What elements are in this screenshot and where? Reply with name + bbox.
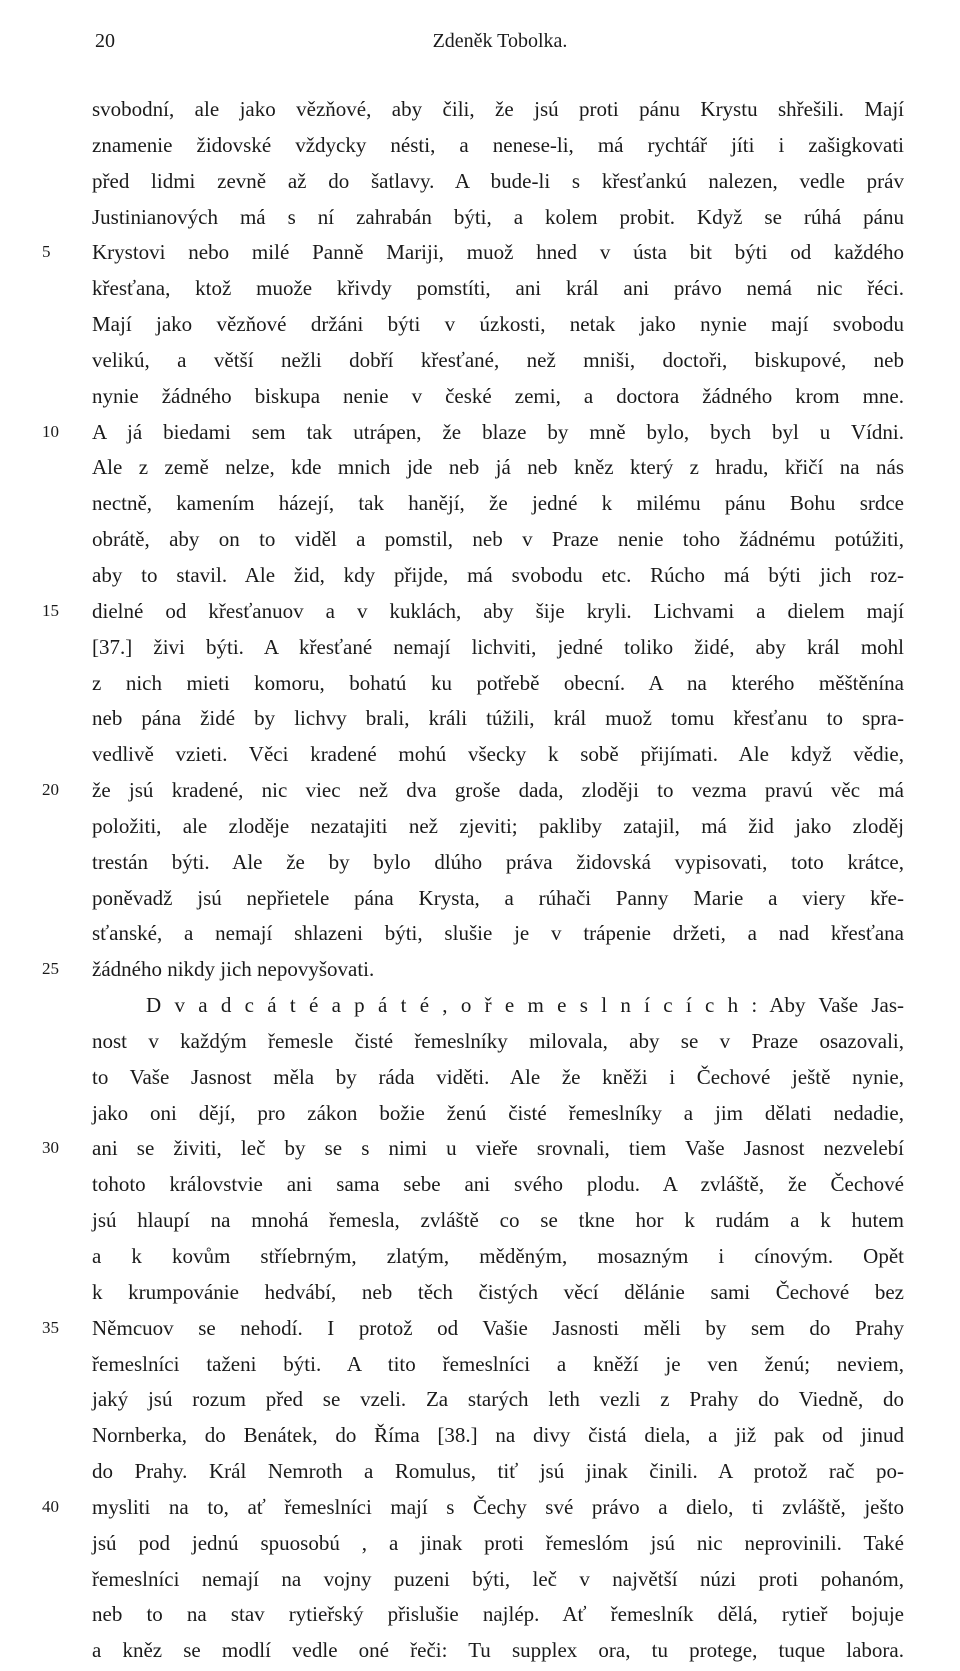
text-line (0, 1026, 960, 1062)
line-number: 10 (42, 421, 59, 441)
line-text: poněvadž jsú nepřietele pána Krysta, a rúhači Panny Marie a viery kře- (92, 885, 904, 910)
text-line (0, 668, 960, 704)
text-line (0, 883, 960, 919)
line-text: a kněz se modlí vedle oné řeči: Tu supplex ora, tu protege, tuque labora. (92, 1638, 904, 1663)
line-text: a k kovům stříebrným, zlatým, měděným, mosazným i cínovým. Opět (92, 1244, 904, 1268)
line-text: vedlivě vzieti. Věci kradené mohú všecky k sobě přijímati. Ale když vědie, (92, 742, 904, 767)
line-text: to Vaše Jasnost měla by ráda viděti. Ale že kněži i Čechové ještě nynie, (92, 1064, 904, 1089)
line-number: 5 (42, 242, 51, 262)
line-text: obrátě, aby on to viděl a pomstil, neb v Praze nenie toho žádnému potúžiti, (92, 527, 904, 552)
line-text: Mají jako vězňové držáni býti v úzkosti, netak jako nynie mají svobodu (92, 312, 904, 337)
line-text: k krumpovánie hedvábí, neb těch čistých věcí dělánie sami Čechové bez (92, 1279, 904, 1304)
text-line (0, 1062, 960, 1098)
line-text: Krystovi nebo milé Panně Mariji, muož hned v ústa bit býti od každého (92, 240, 904, 265)
line-text: Ale z země nelze, kde mnich jde neb já neb kněz který z hradu, křičí na nás (92, 455, 904, 480)
line-text: z nich mieti komoru, bohatú ku potřebě obecní. A na kterého měštěnína (92, 670, 904, 695)
text-line (0, 954, 960, 990)
text-line (0, 309, 960, 345)
text-line (0, 775, 960, 811)
text-line (0, 1277, 960, 1313)
text-line (0, 1420, 960, 1456)
line-text: velikú, a větší nežli dobří křesťané, než mniši, doctoři, biskupové, neb (92, 347, 904, 372)
text-line (0, 237, 960, 273)
line-number: 35 (42, 1317, 59, 1337)
text-line (0, 166, 960, 202)
line-text: nynie žádného biskupa nenie v české zemi, a doctora žádného krom mne. (92, 383, 904, 408)
line-text: mysliti na to, ať řemeslníci mají s Čechy své právo a dielo, ti zvláště, ješto (92, 1494, 904, 1519)
text-line (0, 596, 960, 632)
text-line (0, 273, 960, 309)
line-text: jaký jsú rozum před se vzeli. Za starých leth vezli z Prahy do Viedně, do (92, 1387, 904, 1412)
line-text: tohoto královstvie ani sama sebe ani svého plodu. A zvláště, že Čechové (92, 1172, 904, 1197)
line-text: před lidmi zevně až do šatlavy. A bude-li s křesťankú nalezen, vedle práv (92, 168, 904, 193)
text-line (0, 1384, 960, 1420)
text-line (0, 452, 960, 488)
text-line (0, 524, 960, 560)
text-line (0, 632, 960, 668)
text-line (0, 918, 960, 954)
line-text: D v a d c á t é a p á t é , o ř e m e s l n í c í c h : Aby Vaše Jas- (146, 993, 904, 1018)
text-line (0, 1528, 960, 1564)
line-number: 20 (42, 780, 59, 800)
line-text: aby to stavil. Ale žid, kdy přijde, má svobodu etc. Rúcho má býti jich roz- (92, 562, 904, 587)
text-line (0, 130, 960, 166)
text-line (0, 1205, 960, 1241)
line-text: Němcuov se nehodí. I protož od Vašie Jasnosti měli by sem do Prahy (92, 1315, 904, 1340)
line-text: žádného nikdy jich nepovyšovati. (92, 957, 375, 982)
line-text: do Prahy. Král Nemroth a Romulus, tiť jsú jinak činili. A protož rač po- (92, 1459, 904, 1484)
text-line (0, 560, 960, 596)
text-line (0, 202, 960, 238)
text-line (0, 1492, 960, 1528)
text-line (0, 811, 960, 847)
line-number: 40 (42, 1496, 59, 1516)
line-text: svobodní, ale jako vězňové, aby čili, že jsú proti pánu Krystu shřešili. Mají (92, 97, 904, 121)
line-text: že jsú kradené, nic viec než dva groše dada, zloději to vezma pravú věc má (92, 778, 904, 803)
line-text: A já biedami sem tak utrápen, že blaze by mně bylo, bych byl u Vídni. (92, 419, 904, 444)
page-header (95, 30, 905, 62)
line-text: jako oni dějí, pro zákon božie ženú čisté řemeslníky a jim dělati nedadie, (92, 1100, 904, 1125)
text-line (0, 1599, 960, 1635)
line-text: dielné od křesťanuov a v kuklách, aby šije kryli. Lichvami a dielem mají (92, 598, 904, 623)
text-line (0, 417, 960, 453)
line-number: 25 (42, 959, 59, 979)
text-line (0, 345, 960, 381)
line-text: Justinianových má s ní zahrabán býti, a kolem probit. Když se rúhá pánu (92, 204, 904, 229)
text-line (0, 1133, 960, 1169)
line-text: neb pána židé by lichvy brali, králi túžili, král muož tomu křesťanu to spra- (92, 706, 904, 731)
line-number: 15 (42, 600, 59, 620)
line-text: řemeslníci nemají na vojny puzeni býti, leč v najvětší núzi proti pohanóm, (92, 1566, 904, 1591)
line-text: jsú pod jednú spuosobú , a jinak proti řemeslóm jsú nic neprovinili. Také (92, 1530, 904, 1555)
page-number: 20 (95, 30, 115, 52)
text-line (0, 488, 960, 524)
line-text: jsú hlaupí na mnohá řemesla, zvláště co se tkne hor k rudám a k hutem (92, 1208, 904, 1233)
text-line (0, 1098, 960, 1134)
text-line (0, 1635, 960, 1671)
line-text: neb to na stav rytieřský přislušie najlép. Ať řemeslník dělá, rytieř bojuje (92, 1602, 904, 1627)
text-line (0, 990, 960, 1026)
line-text: trestán býti. Ale že by bylo dlúho práva židovská vypisovati, toto krátce, (92, 849, 904, 874)
running-head: Zdeněk Tobolka. (432, 30, 568, 52)
text-line (0, 1564, 960, 1600)
line-number: 30 (42, 1138, 59, 1158)
line-text: sťanské, a nemají shlazeni býti, slušie je v trápenie držeti, a nad křesťana (92, 921, 904, 946)
text-line (0, 739, 960, 775)
text-line (0, 381, 960, 417)
text-line (0, 1313, 960, 1349)
line-text: [37.] živi býti. A křesťané nemají lichviti, jedné toliko židé, aby král mohl (92, 634, 904, 659)
text-line (0, 1349, 960, 1385)
text-body (0, 94, 960, 1671)
line-text: nectně, kamením házejí, tak hanějí, že jedné k milému pánu Bohu srdce (92, 491, 904, 516)
line-text: nost v každým řemesle čisté řemeslníky milovala, aby se v Praze osazovali, (92, 1028, 904, 1053)
line-text: křesťana, ktož muože křivdy pomstíti, ani král ani právo nemá nic řéci. (92, 276, 904, 301)
line-text: položiti, ale zloděje nezatajiti než zjeviti; pakliby zatajil, má žid jako zloděj (92, 813, 904, 838)
text-line (0, 1241, 960, 1277)
text-line (0, 94, 960, 130)
text-line (0, 1169, 960, 1205)
text-line (0, 703, 960, 739)
line-text: znamenie židovské vždycky nésti, a nenese-li, má rychtář jíti i zašigkovati (92, 132, 904, 157)
text-line (0, 847, 960, 883)
line-text: ani se živiti, leč by se s nimi u vieře srovnali, tiem Vaše Jasnost nezvelebí (92, 1136, 904, 1161)
line-text: řemeslníci taženi býti. A tito řemeslníci a kněží je ven ženú; neviem, (92, 1351, 904, 1376)
line-text: Nornberka, do Benátek, do Říma [38.] na divy čistá diela, a již pak od jinud (92, 1423, 904, 1448)
